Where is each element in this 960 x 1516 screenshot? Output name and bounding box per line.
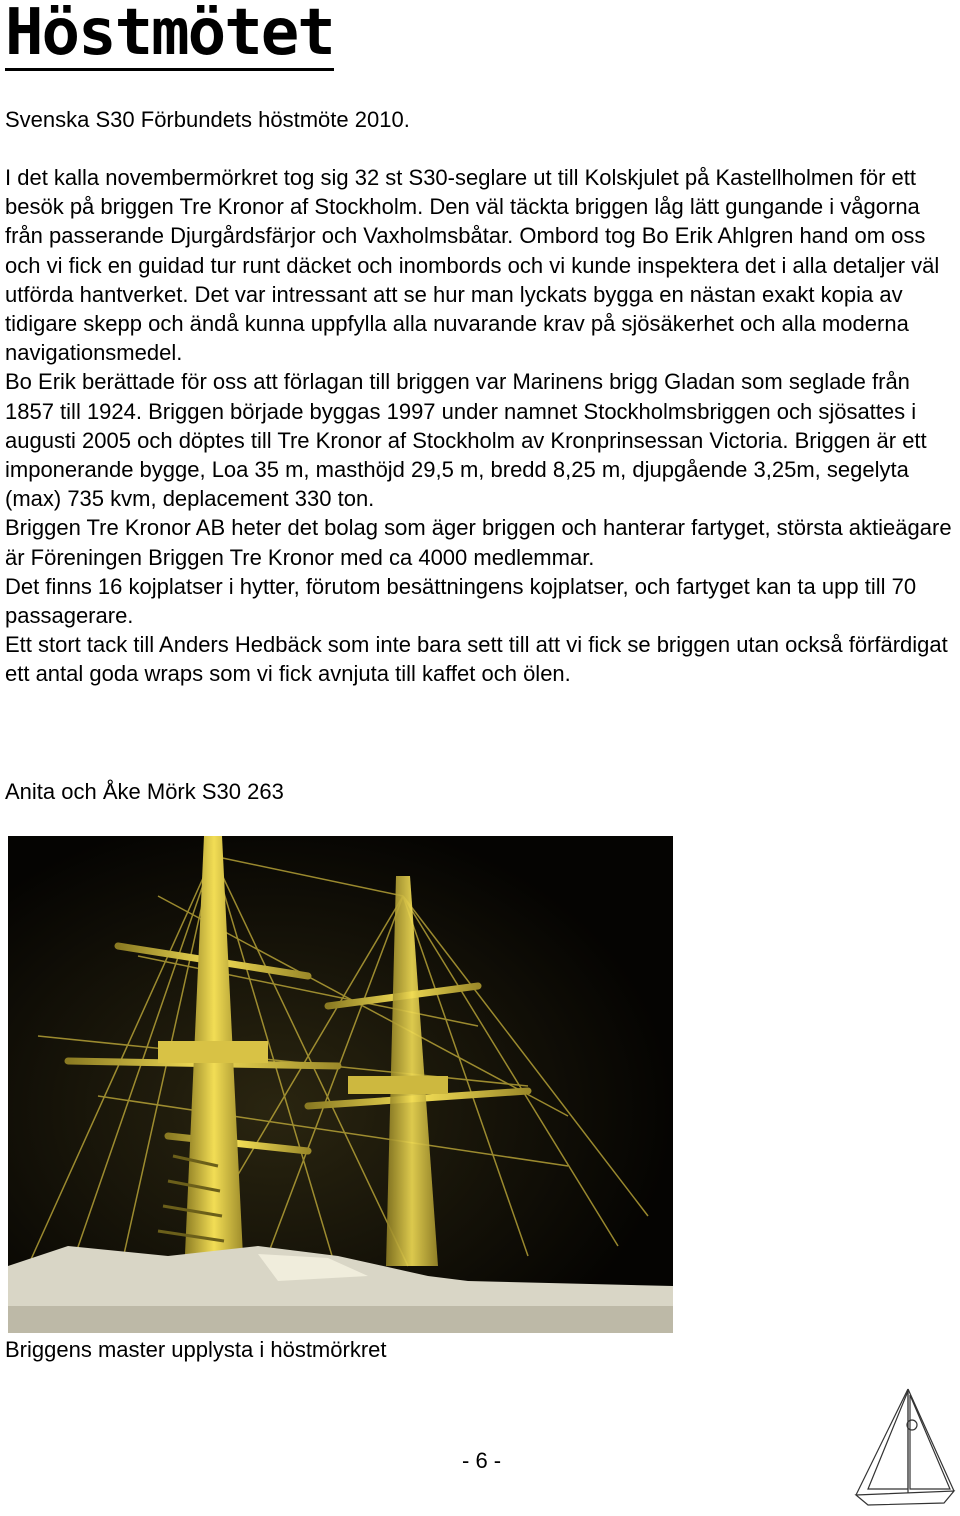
photo-caption: Briggens master upplysta i höstmörkret <box>5 1337 387 1362</box>
article-subtitle: Svenska S30 Förbundets höstmöte 2010. <box>5 107 410 132</box>
paragraph: I det kalla novembermörkret tog sig 32 st S30-seglare ut till Kolskjulet på Kastellholmen för ett besök på briggen Tre Kronor af Stockholm. Den väl täckta briggen låg lätt gungande i vågorna från passerande Djurgårdsfärjor och Vaxholmsbåtar. Ombord tog Bo Erik Ahlgren hand om oss och vi fick en guidad tur runt däcket och inombords och vi kunde inspektera det i alla detaljer väl utförda hantverket. Det var intressant att se hur man lyckats bygga en nästan exakt kopia av tidigare skepp och ändå kunna uppfylla alla nuvarande krav på sjösäkerhet och alla moderna navigationsmedel. <box>5 165 940 366</box>
paragraph: Ett stort tack till Anders Hedbäck som inte bara sett till att vi fick se briggen utan också förfärdigat ett antal goda wraps som vi fick avnjuta till kaffet och ölen. <box>5 632 948 687</box>
night-ship-illustration <box>8 836 673 1333</box>
paragraph: Det finns 16 kojplatser i hytter, förutom besättningens kojplatser, och fartyget kan ta upp till 70 passagerare. <box>5 573 917 629</box>
paragraph: Bo Erik berättade för oss att förlagan till briggen var Marinens brigg Gladan som seglade från 1857 till 1924. Briggen började byggas 1997 under namnet Stockholmsbriggen och sjösattes i augusti 2005 och döptes till Tre Kronor af Stockholm av Kronprinsessan Victoria. Briggen är ett imponerande bygge, Loa 35 m, masthöjd 29,5 m, bredd 8,25 m, djupgående 3,25m, segelyta (max) 735 kvm, deplacement 330 ton. <box>5 369 927 512</box>
page-title: Höstmötet <box>5 0 334 70</box>
paragraph: Briggen Tre Kronor AB heter det bolag som äger briggen och hanterar fartyget, största aktieägare är Föreningen Briggen Tre Kronor med ca 4000 medlemmar. <box>5 515 952 570</box>
article-signature: Anita och Åke Mörk S30 263 <box>5 779 284 804</box>
sailboat-logo-icon <box>850 1385 960 1513</box>
article-body <box>5 163 960 689</box>
brig-masts-photo <box>8 836 673 1333</box>
page-number: - 6 - <box>462 1448 502 1473</box>
